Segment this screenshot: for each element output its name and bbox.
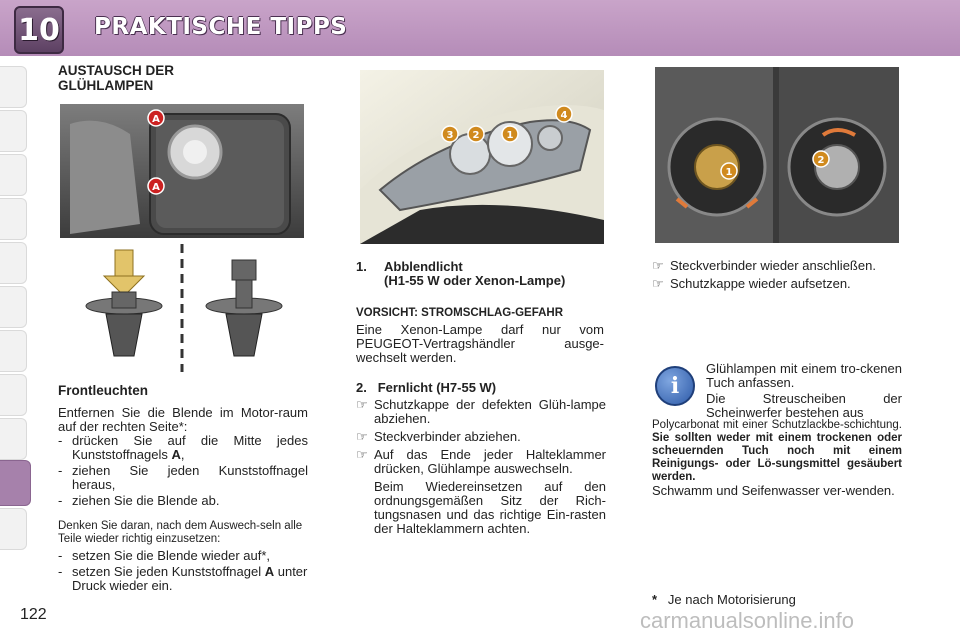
info-paragraph-1: Glühlampen mit einem tro-ckenen Tuch anfassen. — [706, 361, 902, 390]
callout-a: A — [152, 114, 160, 125]
watermark-text: carmanualsonline.info — [640, 608, 855, 633]
reinstall-note: Beim Wiedereinsetzen auf den ordnungsgemäßen Sitz der Rich-tungsnasen und das richtige Ein-rasten der Halteklammern achten. — [374, 479, 606, 536]
callout-4: 4 — [560, 110, 568, 121]
chapter-tab[interactable] — [0, 154, 27, 196]
warning-text: Eine Xenon-Lampe darf nur vom PEUGEOT-Vertragshändler ausge-wechselt werden. — [356, 322, 604, 365]
list-item: - ziehen Sie die Blende ab. — [58, 493, 220, 508]
bulb-steps — [356, 398, 606, 536]
reassembly-note: Denken Sie daran, nach dem Auswech-seln alle Teile wieder richtig einzusetzen: — [58, 520, 303, 545]
chapter-tab[interactable] — [0, 66, 27, 108]
callout-2: 2 — [817, 155, 825, 166]
list-item: ☞ Steckverbinder wieder anschließen. — [652, 258, 876, 273]
list-item: ☞ Schutzkappe der defekten Glüh-lampe abziehen. — [356, 397, 606, 426]
chapter-header — [0, 0, 960, 56]
chapter-tab[interactable] — [0, 508, 27, 550]
callout-2: 2 — [472, 130, 480, 141]
info-paragraph-3: Schwamm und Seifenwasser ver-wenden. — [652, 483, 895, 498]
chapter-title: PRAKTISCHE TIPPS — [94, 14, 348, 40]
footnote: * Je nach Motorisierung — [652, 592, 796, 607]
list-item: ☞ Auf das Ende jeder Halteklammer drücken, Glühlampe auswechseln. — [356, 447, 606, 476]
chapter-tab[interactable] — [0, 418, 27, 460]
intro-text: Entfernen Sie die Blende im Motor-raum auf der rechten Seite*: — [58, 405, 308, 434]
callout-3: 3 — [446, 130, 454, 141]
list-item: - drücken Sie auf die Mitte jedes Kunststoffnagels A, — [58, 433, 308, 462]
bulb-closeup-photo — [655, 67, 899, 243]
callout-1: 1 — [725, 167, 733, 178]
list-item: ☞ Steckverbinder abziehen. — [356, 429, 521, 444]
reassembly-steps — [58, 549, 308, 593]
front-lights-heading: Frontleuchten — [58, 383, 148, 398]
page-number: 122 — [20, 606, 47, 623]
chapter-tab-active[interactable] — [0, 460, 31, 506]
list-item: - ziehen Sie jeden Kunststoffnagel heraus, — [58, 463, 308, 492]
headlamp-photo — [360, 70, 604, 244]
chapter-tab[interactable] — [0, 110, 27, 152]
section-title: AUSTAUSCH DER GLÜHLAMPEN — [58, 63, 175, 93]
item-high-beam: 2. Fernlicht (H7-55 W) — [356, 380, 497, 395]
refit-steps — [652, 259, 902, 291]
item-low-beam: 1. Abblendlicht (H1-55 W oder Xenon-Lampe) — [356, 259, 566, 288]
list-item: ☞ Schutzkappe wieder aufsetzen. — [652, 276, 851, 291]
warning-title: VORSICHT: STROMSCHLAG-GEFAHR — [356, 307, 563, 319]
chapter-tab[interactable] — [0, 198, 27, 240]
info-paragraph-2b: Polycarbonat mit einer Schutzlackbe-schichtung. Sie sollten weder mit einem trockenen oder scheuernden Tuch noch mit einem Reinigungs- oder Lö-sungsmittel gesäubert werden. — [652, 419, 902, 483]
list-item: - setzen Sie die Blende wieder auf*, — [58, 548, 271, 563]
chapter-tab[interactable] — [0, 374, 27, 416]
removal-steps — [58, 434, 308, 508]
callout-1: 1 — [506, 130, 514, 141]
engine-cover-photo — [60, 104, 304, 238]
chapter-tab[interactable] — [0, 330, 27, 372]
info-icon: i — [655, 366, 695, 406]
list-item: - setzen Sie jeden Kunststoffnagel A unter Druck wieder ein. — [58, 564, 308, 593]
clip-diagram — [60, 244, 304, 372]
chapter-tab[interactable] — [0, 242, 27, 284]
chapter-tab[interactable] — [0, 286, 27, 328]
callout-a: A — [152, 182, 160, 193]
info-paragraph-2a: Die Streuscheiben der Scheinwerfer bestehen aus — [706, 391, 902, 420]
chapter-number-badge: 10 — [14, 6, 64, 54]
